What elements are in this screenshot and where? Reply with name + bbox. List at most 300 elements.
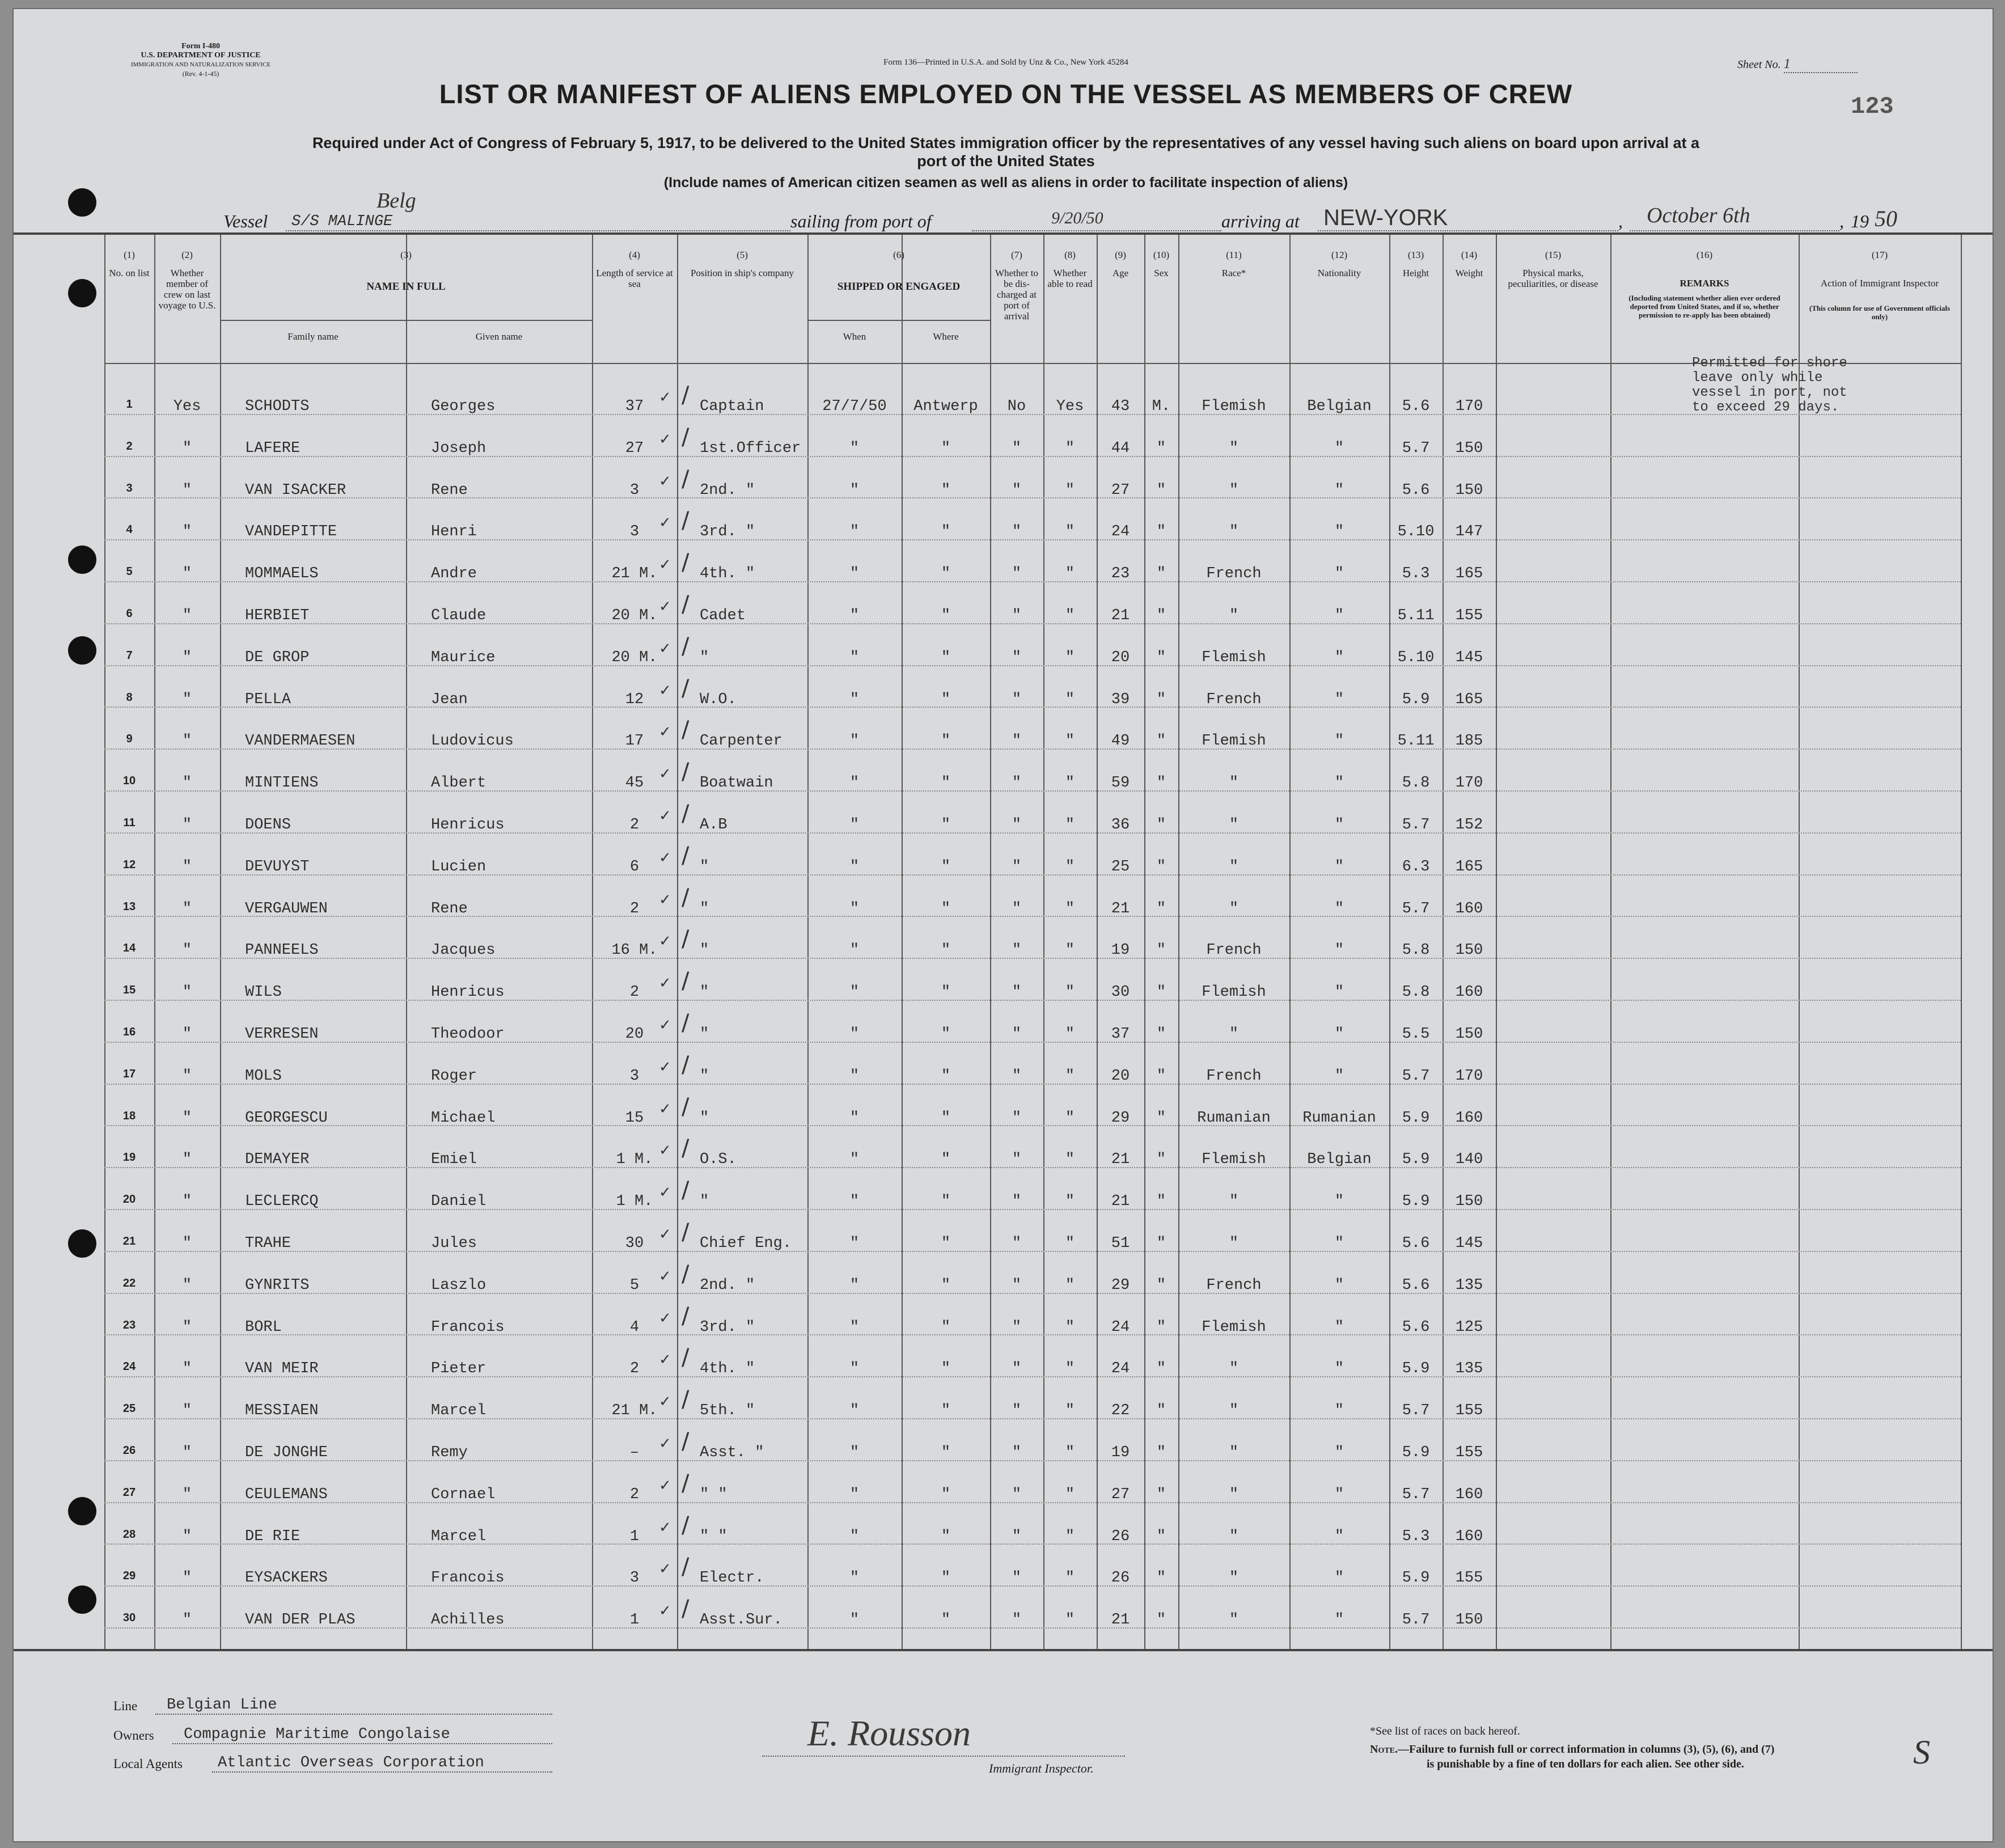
table-cell-no: 2 [126,439,133,453]
table-cell-where: " [941,1570,951,1587]
table-cell-position: A.B [700,817,727,834]
form-number: Form I-480 [181,42,221,50]
table-cell-read: " [1065,439,1075,457]
subheader-note: (This column for use of Government officials only) [1809,304,1951,321]
table-cell-when: " [849,900,860,917]
table-cell-service: 17 [625,733,644,750]
table-cell-discharged: " [1012,1067,1022,1085]
table-cell-height: 5.6 [1402,1318,1430,1336]
table-cell-position: " [700,984,709,1001]
column-number: (3) [400,249,412,260]
slash-mark-icon: / [682,1428,690,1454]
check-mark-icon: ✓ [659,1226,671,1243]
slash-mark-icon: / [682,1261,690,1287]
table-cell-age: 36 [1111,817,1130,834]
table-cell-no: 23 [122,1318,136,1331]
owners-field [172,1743,552,1744]
table-cell-height: 5.10 [1397,649,1435,666]
table-cell-weight: 185 [1455,733,1483,750]
check-mark-icon: ✓ [659,1017,671,1034]
subheader-rule [220,320,592,321]
table-cell-when: " [849,1151,860,1169]
table-cell-discharged: " [1012,1276,1022,1294]
check-mark-icon: ✓ [659,807,671,824]
check-mark-icon: ✓ [659,1100,671,1118]
table-cell-sex: " [1156,1276,1166,1294]
table-cell-service: 16 M. [611,942,658,959]
sailing-field [972,230,1221,231]
check-mark-icon: ✓ [659,891,671,908]
table-cell-discharged: " [1012,691,1022,708]
table-cell-nationality: " [1334,858,1344,876]
table-cell-family: DEVUYST [245,858,310,876]
table-cell-discharged: " [1012,1570,1022,1587]
table-cell-position: " " [700,1486,727,1503]
table-cell-weight: 150 [1455,439,1483,457]
table-cell-nationality: " [1334,1528,1344,1545]
check-mark-icon: ✓ [659,598,671,615]
table-cell-given: Rene [431,481,468,499]
table-cell-given: Jean [431,691,468,708]
table-cell-crew: " [182,607,192,624]
table-cell-race: " [1229,481,1239,499]
table-cell-height: 5.7 [1402,1612,1430,1629]
column-header: SHIPPED OR ENGAGED [837,281,961,293]
table-cell-nationality: " [1334,649,1344,666]
table-cell-age: 21 [1111,1612,1130,1629]
table-cell-service: 5 [629,1276,640,1294]
table-cell-read: " [1065,1067,1075,1085]
table-cell-sex: " [1156,1486,1166,1503]
table-cell-sex: " [1156,1067,1166,1085]
table-cell-discharged: " [1012,942,1022,959]
slash-mark-icon: / [682,717,690,743]
table-cell-position: Chief Eng. [700,1235,792,1252]
table-cell-nationality: " [1334,439,1344,457]
table-cell-height: 5.9 [1402,1193,1430,1211]
table-cell-weight: 160 [1455,1528,1483,1545]
table-cell-read: " [1065,858,1075,876]
subheader-note: (Including statement whether alien ever ordered deported from United States, and if so, whether permission to re-apply has been obtained) [1628,294,1780,319]
vessel-note: Belg [377,189,416,213]
slash-mark-icon: / [682,382,690,408]
slash-mark-icon: / [682,1596,690,1622]
table-cell-nationality: " [1334,1612,1344,1629]
table-cell-given: Maurice [431,649,496,666]
column-number: (5) [737,249,748,260]
table-cell-given: Marcel [431,1528,487,1545]
table-cell-crew: " [182,1612,192,1629]
table-cell-weight: 160 [1455,900,1483,917]
table-cell-race: Flemish [1202,984,1266,1001]
table-cell-height: 5.7 [1402,1402,1430,1420]
table-cell-sex: " [1156,1026,1166,1043]
table-cell-sex: " [1156,1570,1166,1587]
table-cell-age: 23 [1111,565,1130,583]
table-cell-race: " [1229,1026,1239,1043]
table-cell-discharged: " [1012,1109,1022,1127]
table-cell-height: 5.9 [1402,691,1430,708]
table-cell-race: Flemish [1202,1318,1266,1336]
check-mark-icon: ✓ [659,1184,671,1202]
slash-mark-icon: / [682,1177,690,1204]
table-cell-family: CEULEMANS [245,1486,328,1503]
table-cell-read: " [1065,1026,1075,1043]
table-cell-where: " [941,439,951,457]
table-cell-sex: " [1156,858,1166,876]
year-prefix: 19 [1851,211,1869,231]
binder-hole [68,545,96,574]
table-cell-crew: " [182,1528,192,1545]
table-cell-no: 6 [126,607,133,620]
table-cell-position: " [700,1109,709,1127]
table-cell-sex: " [1156,565,1166,583]
table-cell-read: " [1065,1528,1075,1545]
table-cell-age: 25 [1111,858,1130,876]
table-cell-race: " [1229,1444,1239,1461]
table-cell-height: 5.9 [1402,1360,1430,1378]
slash-mark-icon: / [682,1093,690,1120]
service: IMMIGRATION AND NATURALIZATION SERVICE [130,61,271,68]
table-cell-position: 3rd. " [700,523,755,541]
column-divider [406,235,407,1649]
table-cell-sex: " [1156,900,1166,917]
table-cell-weight: 145 [1455,649,1483,666]
subheader-label: Where [933,331,959,342]
check-mark-icon: ✓ [659,766,671,783]
table-cell-where: " [941,565,951,583]
table-cell-sex: " [1156,817,1166,834]
table-cell-given: Theodoor [431,1026,505,1043]
corner-mark: S [1913,1733,1930,1771]
table-cell-given: Achilles [431,1612,505,1629]
table-cell-no: 1 [126,398,133,411]
table-cell-weight: 155 [1455,1444,1483,1461]
penalty-note [1370,1742,1937,1771]
table-cell-when: " [849,1193,860,1211]
column-header: Height [1402,268,1429,278]
table-cell-nationality: " [1334,817,1344,834]
table-cell-when: " [849,1402,860,1420]
table-cell-no: 9 [126,733,133,746]
column-number: (7) [1011,249,1022,260]
column-divider [220,235,221,1649]
table-cell-position: Electr. [700,1570,764,1587]
vessel-label: Vessel [223,211,268,231]
table-cell-sex: " [1156,942,1166,959]
table-cell-family: GYNRITS [245,1276,310,1294]
binder-hole [68,636,96,665]
remarks-note: Permitted for shore leave only while vessel in port, not to exceed 29 days. [1692,356,1847,415]
table-cell-given: Jacques [431,942,496,959]
table-cell-family: TRAHE [245,1235,291,1252]
table-cell-position: " [700,900,709,917]
table-cell-no: 16 [122,1026,136,1038]
column-header: Race* [1221,268,1246,278]
table-cell-when: " [849,607,860,624]
column-header: Weight [1455,268,1483,278]
table-cell-height: 5.9 [1402,1151,1430,1169]
vessel-name: S/S MALINGE [291,213,393,230]
table-cell-age: 51 [1111,1235,1130,1252]
table-cell-weight: 150 [1455,1612,1483,1629]
table-cell-crew: " [182,817,192,834]
check-mark-icon: ✓ [659,472,671,490]
table-cell-height: 5.7 [1402,439,1430,457]
table-cell-sex: " [1156,1318,1166,1336]
table-cell-weight: 170 [1455,398,1483,415]
column-divider [1961,235,1962,1649]
inspector-signature: E. Rousson [807,1713,971,1753]
table-cell-where: " [941,607,951,624]
table-cell-race: " [1229,1193,1239,1211]
slash-mark-icon: / [682,968,690,995]
table-cell-where: " [941,481,951,499]
table-cell-position: " [700,1067,709,1085]
table-cell-nationality: " [1334,1444,1344,1461]
column-header: REMARKS [1680,278,1729,289]
table-cell-age: 30 [1111,984,1130,1001]
table-cell-position: Boatwain [700,775,773,792]
table-cell-weight: 160 [1455,1486,1483,1503]
column-header: Whether able to read [1047,268,1093,289]
note-text-2: is punishable by a fine of ten dollars for each alien. See other side. [1427,1758,1744,1770]
table-cell-height: 6.3 [1402,858,1430,876]
table-cell-crew: " [182,1026,192,1043]
table-cell-nationality: " [1334,1402,1344,1420]
table-cell-weight: 150 [1455,942,1483,959]
table-cell-nationality: " [1334,607,1344,624]
table-cell-family: VANDERMAESEN [245,733,356,750]
column-number: (11) [1226,249,1242,260]
column-number: (14) [1461,249,1478,260]
table-cell-given: Henricus [431,817,505,834]
table-cell-given: Cornael [431,1486,496,1503]
table-cell-given: Claude [431,607,487,624]
table-cell-height: 5.8 [1402,942,1430,959]
binder-hole [68,279,96,307]
table-cell-given: Roger [431,1067,477,1085]
table-cell-age: 24 [1111,1360,1130,1378]
table-cell-where: " [941,1276,951,1294]
table-cell-given: Remy [431,1444,468,1461]
table-cell-where: " [941,733,951,750]
table-cell-position: Captain [700,398,764,415]
table-cell-nationality: Belgian [1307,398,1372,415]
table-cell-race: " [1229,1612,1239,1629]
slash-mark-icon: / [682,801,690,827]
table-cell-read: " [1065,900,1075,917]
column-number: (16) [1696,249,1713,260]
table-cell-read: " [1065,1360,1075,1378]
table-cell-age: 26 [1111,1570,1130,1587]
binder-hole [68,188,96,217]
table-cell-given: Emiel [431,1151,477,1169]
table-cell-given: Andre [431,565,477,583]
table-cell-discharged: " [1012,1360,1022,1378]
binder-hole [68,1497,96,1525]
table-cell-position: O.S. [700,1151,737,1169]
table-cell-age: 24 [1111,523,1130,541]
table-cell-crew: " [182,1318,192,1336]
table-cell-nationality: " [1334,1026,1344,1043]
table-cell-service: 3 [629,481,640,499]
check-mark-icon: ✓ [659,514,671,532]
header-rule [104,363,1961,364]
column-number: (12) [1331,249,1348,260]
table-cell-weight: 150 [1455,1026,1483,1043]
table-cell-where: " [941,1193,951,1211]
table-cell-read: " [1065,1318,1075,1336]
table-cell-when: " [849,733,860,750]
table-cell-height: 5.6 [1402,1276,1430,1294]
table-cell-read: " [1065,565,1075,583]
sheet-label: Sheet No. [1737,58,1781,71]
slash-mark-icon: / [682,1135,690,1162]
table-cell-no: 18 [122,1109,136,1122]
table-cell-age: 21 [1111,900,1130,917]
column-number: (13) [1407,249,1424,260]
table-cell-weight: 145 [1455,1235,1483,1252]
table-cell-weight: 170 [1455,775,1483,792]
table-cell-crew: " [182,481,192,499]
table-cell-crew: " [182,1276,192,1294]
check-mark-icon: ✓ [659,389,671,406]
table-cell-age: 37 [1111,1026,1130,1043]
table-cell-read: " [1065,1402,1075,1420]
table-cell-when: " [849,1444,860,1461]
table-cell-nationality: " [1334,942,1344,959]
column-divider [1799,235,1800,1649]
table-cell-where: " [941,1026,951,1043]
slash-mark-icon: / [682,675,690,701]
table-cell-service: 1 [629,1528,640,1545]
table-cell-when: " [849,481,860,499]
table-cell-discharged: " [1012,858,1022,876]
table-cell-height: 5.5 [1402,1026,1430,1043]
table-cell-service: 30 [625,1235,644,1252]
subtitle-include: (Include names of American citizen seamen as well as aliens in order to facilitate inspection of aliens) [663,175,1348,191]
table-cell-discharged: " [1012,649,1022,666]
subheader-label: Given name [475,331,523,342]
check-mark-icon: ✓ [659,1351,671,1369]
table-cell-weight: 155 [1455,1402,1483,1420]
table-cell-crew: " [182,1486,192,1503]
table-cell-service: 3 [629,1067,640,1085]
sailing-value: 9/20/50 [1051,209,1103,227]
column-number: (9) [1115,249,1126,260]
table-cell-no: 5 [126,565,133,578]
table-cell-weight: 135 [1455,1276,1483,1294]
arriving-label: arriving at [1221,211,1300,231]
table-cell-read: " [1065,523,1075,541]
table-cell-family: DEMAYER [245,1151,310,1169]
table-cell-age: 43 [1111,398,1130,415]
table-cell-race: " [1229,900,1239,917]
table-cell-service: 45 [625,775,644,792]
table-cell-weight: 160 [1455,1109,1483,1127]
check-mark-icon: ✓ [659,430,671,448]
table-cell-family: VANDEPITTE [245,523,337,541]
table-cell-nationality: " [1334,1360,1344,1378]
table-cell-where: " [941,649,951,666]
table-cell-where: " [941,1151,951,1169]
slash-mark-icon: / [682,508,690,534]
table-cell-race: French [1206,942,1262,959]
table-cell-race: French [1206,1067,1262,1085]
table-cell-sex: " [1156,523,1166,541]
table-cell-when: " [849,942,860,959]
table-cell-position: " [700,858,709,876]
table-cell-age: 26 [1111,1528,1130,1545]
table-cell-race: Flemish [1202,733,1266,750]
page-stamp: 123 [1851,93,1894,120]
vessel-field [286,230,790,231]
table-cell-given: Joseph [431,439,487,457]
table-cell-sex: " [1156,1151,1166,1169]
table-cell-age: 29 [1111,1276,1130,1294]
table-cell-nationality: " [1334,984,1344,1001]
owners-label: Owners [113,1728,154,1743]
table-cell-height: 5.6 [1402,1235,1430,1252]
table-cell-no: 3 [126,481,133,494]
table-cell-given: Henri [431,523,477,541]
table-cell-sex: " [1156,733,1166,750]
table-cell-nationality: " [1334,900,1344,917]
table-cell-given: Lucien [431,858,487,876]
table-cell-nationality: " [1334,733,1344,750]
table-cell-service: 2 [629,1360,640,1378]
table-cell-read: " [1065,733,1075,750]
revision: (Rev. 4-1-45) [182,70,219,78]
line-value: Belgian Line [167,1697,277,1714]
table-cell-crew: " [182,984,192,1001]
table-cell-position: " [700,649,709,666]
manifest-sheet [12,8,1994,1842]
table-cell-weight: 155 [1455,607,1483,624]
table-cell-no: 21 [122,1235,136,1247]
column-header: Length of service at sea [596,268,673,289]
table-cell-crew: " [182,733,192,750]
table-cell-read: " [1065,817,1075,834]
sheet-value: 1 [1784,57,1858,73]
check-mark-icon: ✓ [659,556,671,574]
table-cell-nationality: " [1334,1067,1344,1085]
table-cell-position: W.O. [700,691,737,708]
table-cell-age: 21 [1111,1193,1130,1211]
table-cell-height: 5.9 [1402,1570,1430,1587]
table-cell-position: Carpenter [700,733,782,750]
table-cell-race: " [1229,1528,1239,1545]
table-cell-weight: 150 [1455,1193,1483,1211]
table-cell-race: " [1229,1402,1239,1420]
table-cell-no: 26 [122,1444,136,1457]
table-cell-given: Henricus [431,984,505,1001]
slash-mark-icon: / [682,842,690,869]
table-cell-no: 27 [122,1486,136,1499]
column-number: (6) [893,249,904,260]
column-header: Physical marks, peculiarities, or disease [1508,268,1598,289]
check-mark-icon: ✓ [659,682,671,699]
table-cell-read: " [1065,775,1075,792]
column-divider [1496,235,1497,1649]
table-cell-height: 5.7 [1402,1486,1430,1503]
table-cell-weight: 150 [1455,481,1483,499]
table-cell-no: 12 [122,858,136,871]
table-cell-crew: " [182,858,192,876]
vessel-line: Vessel S/S MALINGE Belg sailing from port of 9/20/50 arriving at NEW-YORK , October 6th , 19 50 [223,189,1897,231]
table-cell-height: 5.9 [1402,1444,1430,1461]
